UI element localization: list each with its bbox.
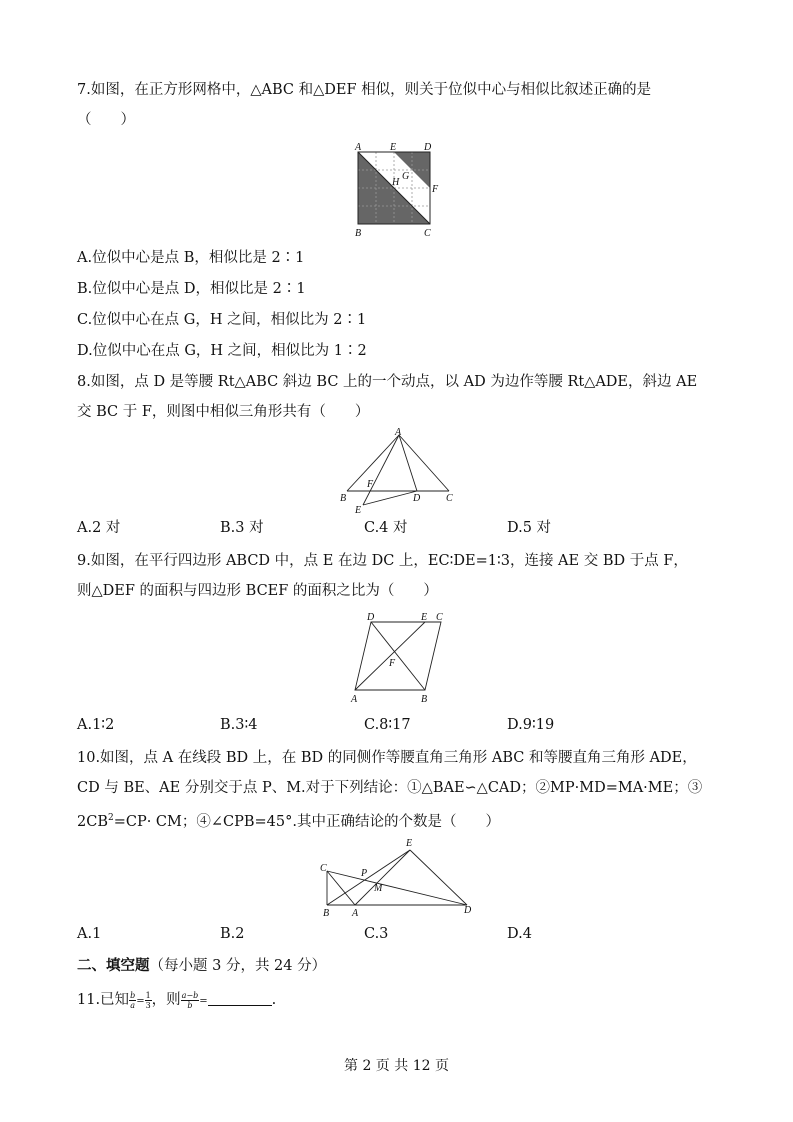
- q9-label-c: C: [436, 612, 443, 623]
- q7-option-d: D.位似中心在点 G，H 之间，相似比为 1∶2: [77, 343, 367, 359]
- q7-option-b: B.位似中心是点 D，相似比是 2∶1: [77, 281, 306, 297]
- q10-label-d: D: [464, 905, 472, 916]
- q9-stem-line1: 9.如图，在平行四边形 ABCD 中，点 E 在边 DC 上，EC∶DE=1∶3，连接 AE 交 BD 于点 F，: [77, 553, 688, 569]
- section-2-heading: [77, 956, 326, 976]
- q7-label-h: H: [392, 177, 400, 188]
- q10-label-a: A: [352, 908, 359, 919]
- q9-label-e: E: [421, 612, 428, 623]
- q10-label-b: B: [323, 908, 330, 919]
- q7-option-c: C.位似中心在点 G，H 之间，相似比为 2∶1: [77, 312, 367, 328]
- q11-f3-den: b: [187, 1000, 193, 1010]
- q8-label-d: D: [413, 493, 421, 504]
- q7-option-a: A.位似中心是点 B，相似比是 2∶1: [77, 250, 305, 266]
- q11-fraction-one-third: [145, 991, 152, 1010]
- q7-label-c: C: [424, 228, 431, 239]
- q11-f2-den: 3: [145, 1000, 151, 1010]
- q7-stem-line2: （ ）: [77, 112, 135, 128]
- q11-f3-num: a−b: [181, 990, 199, 1000]
- q9-label-f: F: [389, 658, 396, 669]
- q9-option-a: A.1∶2: [77, 717, 115, 733]
- q8-option-c: C.4 对: [364, 520, 408, 536]
- q10-label-c: C: [320, 863, 327, 874]
- q10-figure: [315, 835, 480, 920]
- q7-figure: [350, 140, 440, 240]
- q8-label-b: B: [340, 493, 347, 504]
- q9-label-b: B: [421, 694, 428, 705]
- q8-label-a: A: [395, 427, 402, 438]
- q9-label-a: A: [351, 694, 358, 705]
- q11-answer-blank[interactable]: [208, 991, 272, 1006]
- q11-prefix: 11.已知: [77, 992, 130, 1008]
- q11-stem: [77, 990, 276, 1012]
- page-footer: 第 2 页 共 12 页: [344, 1058, 449, 1074]
- q8-label-f: F: [367, 479, 374, 490]
- q10-label-p: P: [361, 868, 368, 879]
- q8-option-b: B.3 对: [220, 520, 264, 536]
- q9-option-b: B.3∶4: [220, 717, 258, 733]
- q10-label-m: M: [374, 883, 383, 894]
- q9-stem-line2: 则△DEF 的面积与四边形 BCEF 的面积之比为（ ）: [77, 583, 438, 599]
- q8-option-d: D.5 对: [507, 520, 552, 536]
- q10-stem-line3: [77, 808, 500, 832]
- q10-stem-line2: CD 与 BE、AE 分别交于点 P、M.对于下列结论：①△BAE∽△CAD；②MP·MD=MA·ME；③: [77, 780, 703, 796]
- q7-label-e: E: [390, 142, 397, 153]
- q9-figure: [345, 610, 455, 710]
- q10-option-c: C.3: [364, 926, 389, 942]
- q10-option-a: A.1: [77, 926, 102, 942]
- q11-eq: =: [136, 996, 145, 1007]
- q11-f2-num: 1: [145, 990, 151, 1000]
- q7-label-d: D: [424, 142, 432, 153]
- q11-mid: ，则: [151, 992, 181, 1008]
- q9-option-d: D.9∶19: [507, 717, 555, 733]
- q10-line3-pre: 2CB: [77, 813, 108, 830]
- q9-option-c: C.8∶17: [364, 717, 411, 733]
- q7-label-g: G: [402, 171, 410, 182]
- q10-label-e: E: [406, 838, 413, 849]
- q10-line3-sup: 2: [107, 813, 114, 823]
- q7-label-f: F: [432, 184, 439, 195]
- q10-option-b: B.2: [220, 926, 245, 942]
- q11-f1-den: a: [130, 1000, 136, 1010]
- q10-line3-post: =CP· CM；④∠CPB=45°.其中正确结论的个数是（ ）: [113, 813, 500, 830]
- section-2-note: （每小题 3 分，共 24 分）: [149, 958, 327, 974]
- q8-label-c: C: [446, 493, 453, 504]
- q7-label-a: A: [355, 142, 362, 153]
- q11-end: .: [271, 992, 277, 1008]
- q8-stem-line1: 8.如图，点 D 是等腰 Rt△ABC 斜边 BC 上的一个动点，以 AD 为边作等腰 Rt△ADE，斜边 AE: [77, 374, 698, 390]
- q7-stem-line1: 7.如图，在正方形网格中，△ABC 和△DEF 相似，则关于位似中心与相似比叙述正确的是: [77, 82, 652, 98]
- q7-label-b: B: [355, 228, 362, 239]
- q8-stem-line2: 交 BC 于 F，则图中相似三角形共有（ ）: [77, 404, 370, 420]
- q9-label-d: D: [367, 612, 375, 623]
- q10-stem-line1: 10.如图，点 A 在线段 BD 上，在 BD 的同侧作等腰直角三角形 ABC 和等腰直角三角形 ADE，: [77, 750, 697, 766]
- q11-eq2: =: [199, 996, 208, 1007]
- section-2-title: 二、填空题: [77, 957, 150, 974]
- q11-fraction-amb-over-b: [181, 991, 200, 1010]
- q11-f1-num: b: [130, 990, 136, 1000]
- q8-label-e: E: [355, 505, 362, 515]
- q10-option-d: D.4: [507, 926, 532, 942]
- q8-option-a: A.2 对: [77, 520, 121, 536]
- q8-figure: [335, 425, 465, 515]
